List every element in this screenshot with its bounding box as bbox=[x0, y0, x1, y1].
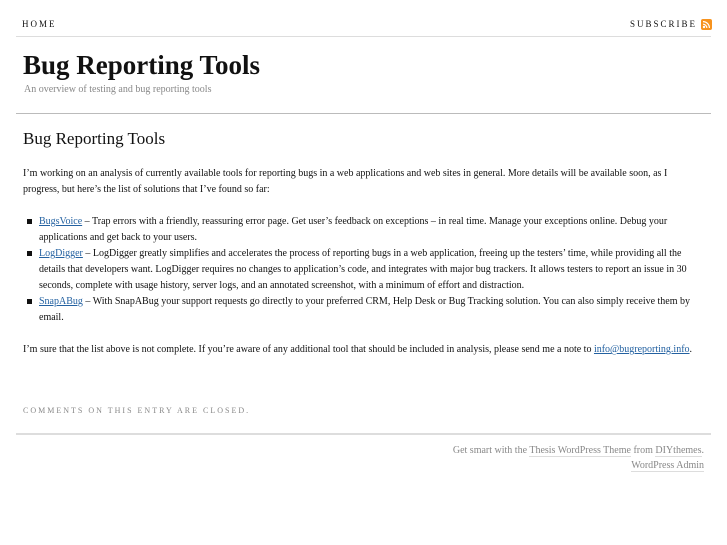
post-intro: I’m working on an analysis of currently available tools for reporting bugs in a web applications and web sites in general. More details will be available soon, as I progress, but here’s the list of solutions that I’ve found so far: bbox=[23, 168, 668, 195]
tool-description: – LogDigger greatly simplifies and accelerates the process of reporting bugs in a web application, freeing up the testers’ time, while providing all the details that developers want. LogDigger requires no changes to application’s code, and integrates with major bug trackers. It allows testers to report an issue in 30 seconds, complete with usage history, server logs, and an annotated screenshot, with a minimum of effort and distraction. bbox=[39, 248, 687, 291]
bullet-icon bbox=[27, 251, 32, 256]
list-item bbox=[23, 214, 703, 246]
comments-closed-notice: COMMENTS ON THIS ENTRY ARE CLOSED. bbox=[23, 406, 251, 415]
thesis-theme-link[interactable]: Thesis WordPress Theme bbox=[529, 445, 631, 456]
nav-subscribe-link[interactable]: SUBSCRIBE bbox=[629, 19, 697, 29]
wordpress-admin-link[interactable]: WordPress Admin bbox=[631, 460, 704, 471]
nav-home-link[interactable]: HOME bbox=[22, 19, 57, 29]
post-title: Bug Reporting Tools bbox=[23, 129, 166, 148]
header-divider bbox=[16, 113, 711, 114]
closing-end: . bbox=[689, 344, 693, 355]
footer-credit bbox=[453, 443, 704, 458]
tool-link-snapabug[interactable]: SnapABug bbox=[39, 296, 83, 307]
footer-middle: from bbox=[630, 445, 656, 456]
footer bbox=[453, 443, 704, 473]
post-body bbox=[23, 166, 703, 358]
footer-prefix: Get smart with the bbox=[452, 445, 530, 456]
email-link[interactable]: info@bugreporting.info bbox=[593, 344, 690, 355]
footer-admin-row bbox=[453, 458, 704, 473]
bullet-icon bbox=[27, 299, 32, 304]
rss-icon[interactable] bbox=[701, 19, 712, 30]
tool-link-bugsvoice[interactable]: BugsVoice bbox=[39, 216, 83, 227]
bullet-icon bbox=[27, 219, 32, 224]
diythemes-link[interactable]: DIYthemes bbox=[655, 445, 702, 456]
tool-description: – Trap errors with a friendly, reassuring error page. Get user’s feedback on exceptions – in real time. Manage your exceptions online. Debug your applications and get back to your users. bbox=[39, 216, 668, 243]
footer-divider bbox=[16, 433, 711, 435]
nav-divider bbox=[16, 36, 711, 37]
site-title-link[interactable]: Bug Reporting Tools bbox=[23, 50, 261, 80]
list-item bbox=[23, 246, 703, 294]
list-item bbox=[23, 294, 703, 326]
tool-description: – With SnapABug your support requests go directly to your preferred CRM, Help Desk or Bug Tracking solution. You can also simply receive them by email. bbox=[39, 296, 691, 323]
post-closing bbox=[23, 342, 703, 358]
tools-list bbox=[23, 214, 703, 326]
closing-text: I’m sure that the list above is not complete. If you’re aware of any additional tool that should be included in analysis, please send me a note to bbox=[23, 344, 594, 355]
top-nav bbox=[0, 14, 727, 36]
footer-suffix: . bbox=[701, 445, 704, 456]
site-tagline: An overview of testing and bug reporting tools bbox=[24, 84, 212, 95]
tool-link-logdigger[interactable]: LogDigger bbox=[39, 248, 83, 259]
